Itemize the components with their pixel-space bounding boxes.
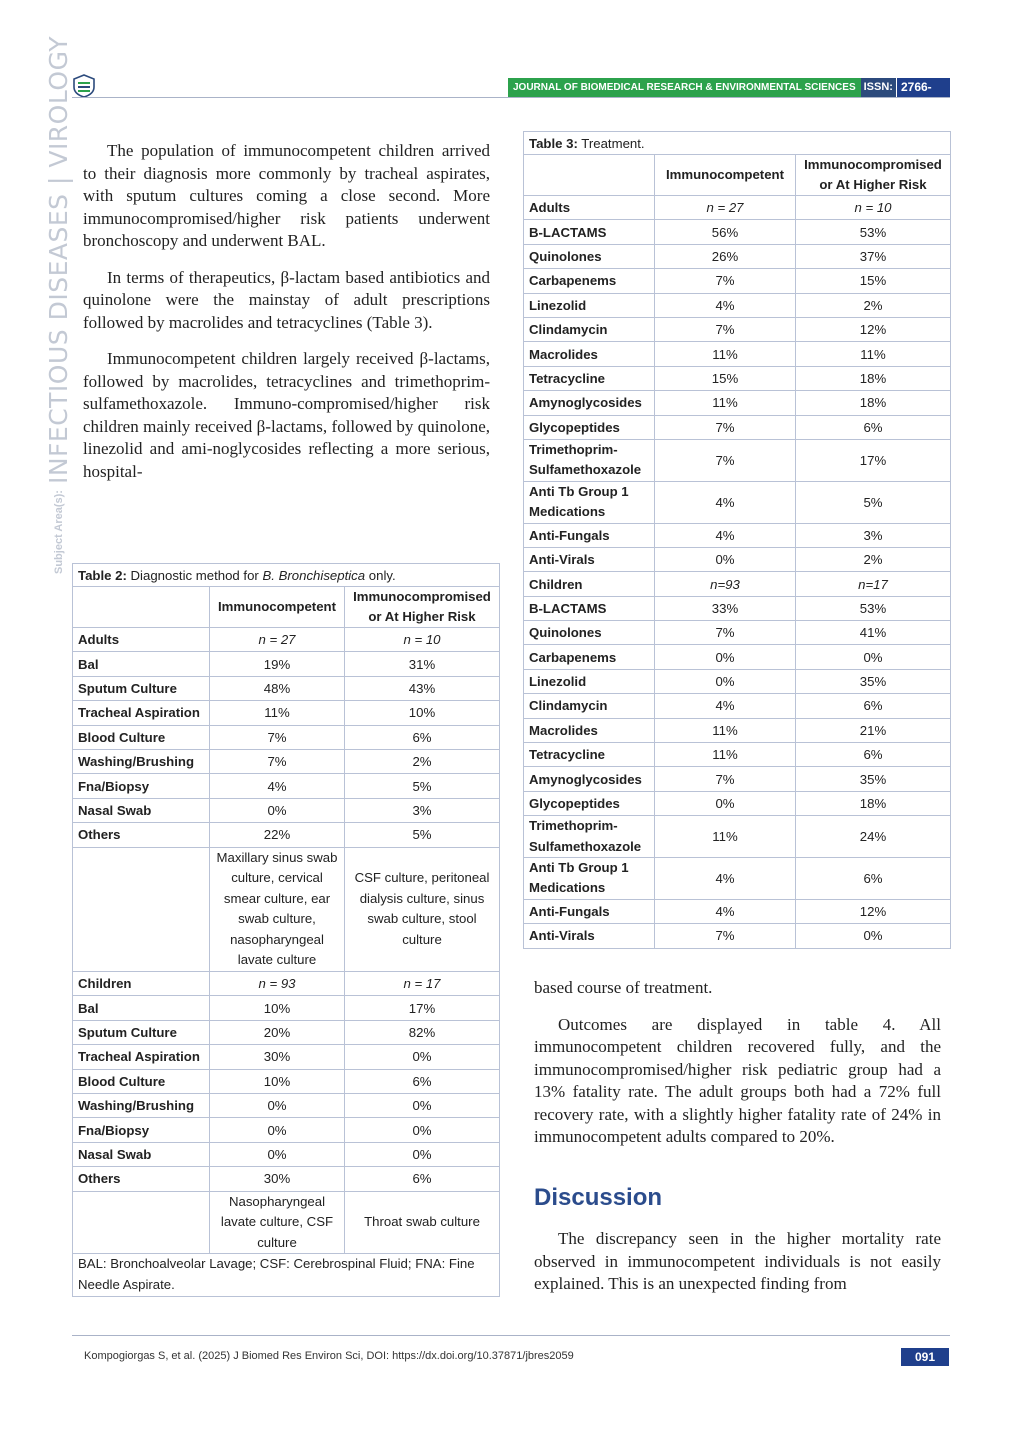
issn-number: 2766-2276	[896, 78, 950, 97]
column-header: Immunocompromised or At Higher Risk	[345, 587, 500, 628]
table-row: Adults n = 27 n = 10	[524, 196, 951, 220]
column-header: Immunocompromised or At Higher Risk	[796, 155, 951, 196]
table-row: Bal 19% 31%	[73, 652, 500, 676]
journal-name: JOURNAL OF BIOMEDICAL RESEARCH & ENVIRONMENTAL SCIENCES	[508, 78, 861, 97]
table-row: Anti-Virals 7% 0%	[524, 924, 951, 948]
table-3-caption: Table 3: Treatment.	[524, 132, 951, 155]
journal-logo-icon	[72, 74, 96, 98]
table-row: Amynoglycosides 7% 35%	[524, 767, 951, 791]
right-column-text	[534, 977, 941, 1163]
table-row: Quinolones 7% 41%	[524, 621, 951, 645]
table-row: Clindamycin 4% 6%	[524, 694, 951, 718]
table-row: Linezolid 0% 35%	[524, 669, 951, 693]
table-3	[523, 131, 951, 949]
table-row: Maxillary sinus swab culture, cervical smear culture, ear swab culture, nasopharyngeal lavate culture CSF culture, peritoneal dialysis culture, sinus swab culture, stool culture	[73, 847, 500, 972]
table-row: Amynoglycosides 11% 18%	[524, 391, 951, 415]
table-row: Anti Tb Group 1 Medications 4% 5%	[524, 481, 951, 523]
issn-label: ISSN:	[861, 78, 896, 97]
table-row: Children n = 93 n = 17	[73, 972, 500, 996]
subject-area-caption: Subject Area(s):	[52, 490, 65, 574]
table-row: Washing/Brushing 7% 2%	[73, 749, 500, 773]
table-row: Anti-Fungals 4% 12%	[524, 899, 951, 923]
table-row: Glycopeptides 7% 6%	[524, 415, 951, 439]
table-row: Sputum Culture 20% 82%	[73, 1020, 500, 1044]
table-row: Trimethoprim-Sulfamethoxazole 7% 17%	[524, 439, 951, 481]
column-header: Immunocompetent	[210, 587, 345, 628]
table-row: Tracheal Aspiration 30% 0%	[73, 1045, 500, 1069]
table-row: Linezolid 4% 2%	[524, 293, 951, 317]
left-column-text	[83, 140, 490, 497]
table-row: Nasopharyngeal lavate culture, CSF culture Throat swab culture	[73, 1191, 500, 1254]
table-row: Anti-Virals 0% 2%	[524, 547, 951, 571]
table-row: Nasal Swab 0% 3%	[73, 798, 500, 822]
subject-area-label	[44, 36, 73, 574]
table-row: Children n=93 n=17	[524, 572, 951, 596]
table-row: B-LACTAMS 56% 53%	[524, 220, 951, 244]
table-2	[72, 563, 500, 1297]
paragraph: In terms of therapeutics, β-lactam based antibiotics and quinolone were the mainstay of adult prescriptions followed by macrolides and tetracyclines (Table 3).	[83, 267, 490, 332]
table-row: Bal 10% 17%	[73, 996, 500, 1020]
table-row: B-LACTAMS 33% 53%	[524, 596, 951, 620]
table-row: Washing/Brushing 0% 0%	[73, 1094, 500, 1118]
paragraph: Outcomes are displayed in table 4. All immunocompetent children recovered fully, and the immunocompromised/higher risk pediatric group had a 13% fatality rate. The adult groups both had a 72% full recovery rate, with a slightly higher fatality rate of 24% in immunocompetent adults compared to 20%.	[534, 1014, 941, 1146]
table-row: Anti Tb Group 1 Medications 4% 6%	[524, 858, 951, 900]
table-row: Clindamycin 7% 12%	[524, 317, 951, 341]
paragraph: based course of treatment.	[534, 978, 713, 997]
table-row: Sputum Culture 48% 43%	[73, 676, 500, 700]
table-row: Others 30% 6%	[73, 1167, 500, 1191]
table-row: Tetracycline 15% 18%	[524, 366, 951, 390]
discussion-heading: Discussion	[534, 1184, 663, 1211]
paragraph: The discrepancy seen in the higher mortality rate observed in immunocompetent individuals is not easily explained. This is an unexpected finding from	[534, 1229, 941, 1293]
table-row: Nasal Swab 0% 0%	[73, 1142, 500, 1166]
table-row: Trimethoprim-Sulfamethoxazole 11% 24%	[524, 816, 951, 858]
paragraph: Immunocompetent children largely received β-lactams, followed by macrolides, tetracyclines and trimethoprim-sulfamethoxazole. Immuno-compromised/higher risk children mainly received β-lactams, followed by quinolone, linezolid and ami-noglycosides reflecting a more serious, hospital-	[83, 349, 490, 481]
table-row: Quinolones 26% 37%	[524, 244, 951, 268]
table-row: Carbapenems 7% 15%	[524, 269, 951, 293]
table-row: Blood Culture 7% 6%	[73, 725, 500, 749]
table-row: Tetracycline 11% 6%	[524, 743, 951, 767]
column-header: Immunocompetent	[655, 155, 796, 196]
citation: Kompogiorgas S, et al. (2025) J Biomed Res Environ Sci, DOI: https://dx.doi.org/10.37871/jbres2059	[84, 1350, 574, 1362]
table-row: Glycopeptides 0% 18%	[524, 791, 951, 815]
table-2-footnote: BAL: Bronchoalveolar Lavage; CSF: Cerebrospinal Fluid; FNA: Fine Needle Aspirate.	[73, 1254, 500, 1296]
table-row: Macrolides 11% 21%	[524, 718, 951, 742]
discussion-text	[534, 1228, 941, 1310]
table-row: Others 22% 5%	[73, 823, 500, 847]
table-row: Fna/Biopsy 0% 0%	[73, 1118, 500, 1142]
table-row: Tracheal Aspiration 11% 10%	[73, 701, 500, 725]
journal-banner	[508, 78, 950, 113]
table-row: Blood Culture 10% 6%	[73, 1069, 500, 1093]
footer-rule	[72, 1335, 950, 1336]
header-rule	[72, 97, 950, 98]
table-row: Anti-Fungals 4% 3%	[524, 523, 951, 547]
subject-area-value: INFECTIOUS DISEASES | VIROLOGY	[44, 36, 73, 485]
paragraph: The population of immunocompetent children arrived to their diagnosis more commonly by tracheal aspirates, with sputum cultures coming a close second. More immunocompromised/higher risk patients underwent bronchoscopy and underwent BAL.	[83, 141, 490, 250]
page-number: 091	[901, 1348, 949, 1366]
table-row: Adults n = 27 n = 10	[73, 628, 500, 652]
table-row: Fna/Biopsy 4% 5%	[73, 774, 500, 798]
table-row: Carbapenems 0% 0%	[524, 645, 951, 669]
table-row: Macrolides 11% 11%	[524, 342, 951, 366]
table-2-caption: Table 2: Diagnostic method for B. Bronchiseptica only.	[73, 564, 500, 587]
